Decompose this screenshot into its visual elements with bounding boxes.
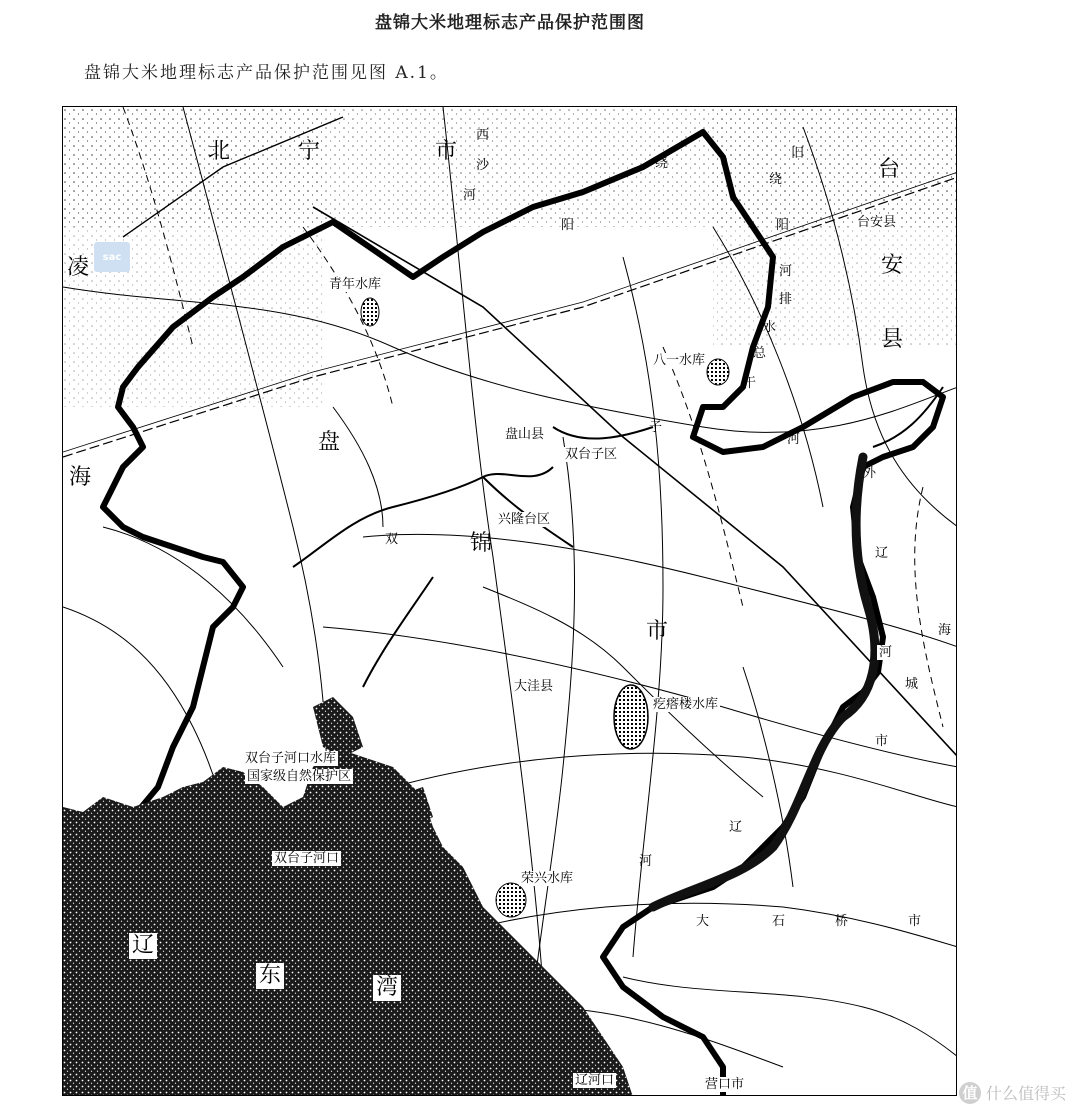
- label-haicheng-hai: 海: [938, 623, 952, 638]
- map-drawing: [63, 107, 957, 1096]
- label-haicheng-cheng: 城: [905, 677, 919, 692]
- figure-caption: 盘锦大米地理标志产品保护范围见图 A.1。: [84, 63, 449, 83]
- label-qingnian-reservoir: 青年水库: [329, 277, 382, 292]
- liaodong-bay-sea: [63, 697, 633, 1096]
- label-taian-county: 台安县: [857, 215, 897, 230]
- sac-logo: sac: [94, 242, 130, 272]
- label-liaodong-wan: 湾: [373, 975, 401, 1001]
- label-zi: 子: [649, 420, 663, 435]
- label-panjin-pan: 盘: [318, 430, 341, 455]
- label-rao: 绕: [655, 156, 669, 171]
- label-liaohekou: 辽河口: [575, 1073, 615, 1088]
- label-yang: 阳: [561, 218, 575, 233]
- label-liaohe-liao: 辽: [729, 820, 743, 835]
- label-dlh-wai: 外: [863, 466, 877, 481]
- label-ganhe: 河: [787, 432, 801, 447]
- label-shuang: 双: [385, 532, 399, 547]
- label-haicheng-shi: 市: [875, 734, 889, 749]
- label-linghai-ling: 凌: [67, 255, 90, 280]
- label-dashiqiao-qiao: 桥: [835, 914, 849, 929]
- label-beining-shi: 市: [435, 139, 458, 164]
- label-zong: 总: [753, 346, 767, 361]
- label-dlh-he: 河: [879, 645, 893, 660]
- label-xisha-he: 河: [463, 188, 477, 203]
- label-geda-reservoir: 疙瘩楼水库: [653, 697, 719, 712]
- label-dashiqiao-shi: 石: [772, 914, 786, 929]
- protection-range-map: [62, 106, 957, 1096]
- label-shui: 水: [763, 320, 777, 335]
- label-taian-an: 安: [881, 253, 904, 278]
- label-rongxing-reservoir: 荣兴水库: [521, 871, 574, 886]
- outer-river-dark-band: [653, 457, 875, 907]
- label-jiu: 旧: [791, 146, 805, 161]
- watermark: [959, 1081, 1066, 1104]
- label-liaodong-liao: 辽: [129, 933, 157, 959]
- label-beining-bei: 北: [208, 139, 231, 164]
- label-bayi-reservoir: 八一水库: [653, 353, 706, 368]
- label-beining-ning: 宁: [298, 139, 321, 164]
- label-yingkou-city: 营口市: [705, 1077, 745, 1092]
- label-xisha-xi: 西: [476, 128, 490, 143]
- label-shuangtaizi-district: 双台子区: [565, 447, 618, 462]
- label-raoyang2-rao: 绕: [769, 172, 783, 187]
- label-taian-tai: 台: [878, 157, 901, 182]
- label-panshan-county: 盘山县: [505, 427, 545, 442]
- label-dlh-liao: 辽: [875, 546, 889, 561]
- label-pai: 排: [779, 292, 793, 307]
- label-panjin-shi: 市: [646, 619, 669, 644]
- northern-dotted-terrain: [63, 107, 957, 407]
- label-panjin-jin: 锦: [470, 531, 493, 556]
- label-nature-reserve: 国家级自然保护区: [247, 769, 352, 784]
- label-dawa-county: 大洼县: [514, 679, 554, 694]
- label-linghai-hai: 海: [69, 465, 92, 490]
- label-taian-xian: 县: [881, 327, 904, 352]
- label-raoyang2-yang: 阳: [776, 218, 790, 233]
- label-liaodong-dong: 东: [256, 963, 284, 989]
- label-liaohe-he: 河: [639, 854, 653, 869]
- label-raoyang2-he: 河: [779, 264, 793, 279]
- label-dashiqiao-shi-city: 市: [908, 914, 922, 929]
- page-title: 盘锦大米地理标志产品保护范围图: [375, 13, 645, 33]
- label-gan: 干: [743, 376, 757, 391]
- watermark-badge-icon: 值: [959, 1082, 981, 1104]
- label-dashiqiao-da: 大: [696, 914, 710, 929]
- label-xinglongtai-district: 兴隆台区: [498, 512, 551, 527]
- label-xisha-sha: 沙: [476, 158, 490, 173]
- watermark-text: 什么值得买: [985, 1084, 1066, 1103]
- label-estuary-reservoir: 双台子河口水库: [245, 751, 337, 766]
- label-shuangtaizi-estuary: 双台子河口: [274, 851, 340, 866]
